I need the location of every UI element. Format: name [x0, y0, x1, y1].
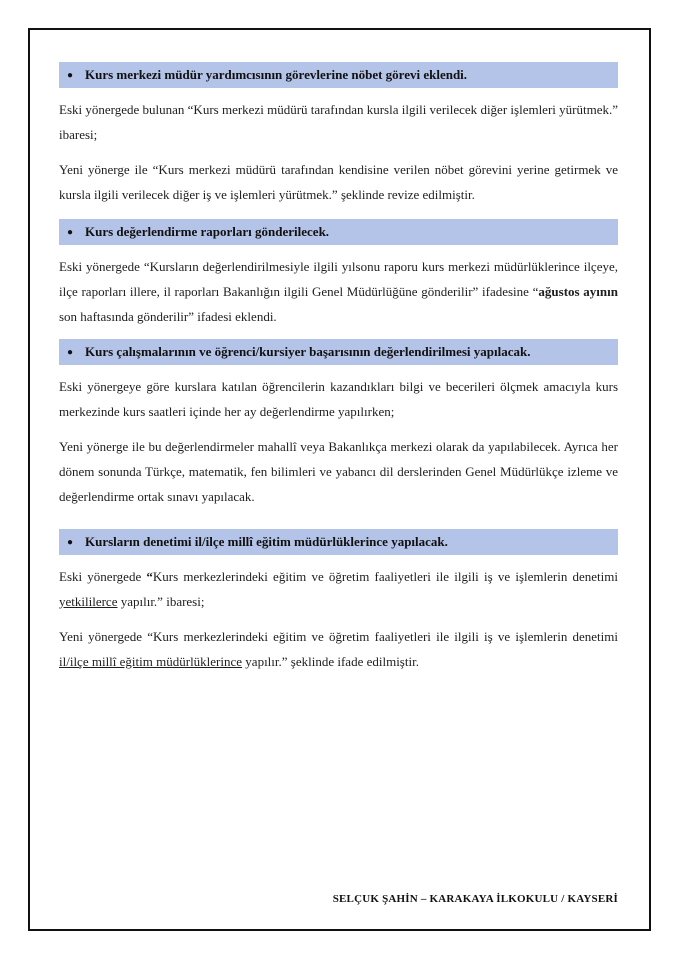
- section-heading: [59, 339, 618, 365]
- section-heading: [59, 219, 618, 245]
- bold-quote: “: [146, 569, 153, 584]
- bold-text: ağustos ayının: [538, 284, 618, 299]
- paragraph: Eski yönergeye göre kurslara katılan öğrencilerin kazandıkları bilgi ve becerileri ölçmek amacıyla kurs merkezinde kurs saatleri içinde her ay değerlendirme yapılırken;: [59, 379, 618, 419]
- section-heading-text: Kursların denetimi il/ilçe millî eğitim müdürlüklerince yapılacak.: [85, 534, 448, 549]
- paragraph-text: Kurs merkezlerindeki eğitim ve öğretim faaliyetleri ile ilgili iş ve işlemlerin denetimi: [152, 569, 618, 584]
- paragraph: [59, 624, 618, 674]
- paragraph: [59, 564, 618, 614]
- section-heading-text: Kurs çalışmalarının ve öğrenci/kursiyer başarısının değerlendirilmesi yapılacak.: [85, 344, 531, 359]
- paragraph-text: yapılır.” şeklinde ifade edilmiştir.: [242, 654, 419, 669]
- footer-signature: SELÇUK ŞAHİN – KARAKAYA İLKOKULU / KAYSERİ: [332, 893, 618, 905]
- paragraph: [59, 254, 618, 329]
- section-heading: [59, 529, 618, 555]
- section-heading: [59, 62, 618, 88]
- bullet-icon: ●: [66, 536, 74, 548]
- paragraph-text: Eski yönergede: [59, 569, 147, 584]
- paragraph: Eski yönergede bulunan “Kurs merkezi müdürü tarafından kursla ilgili verilecek diğer işlemleri yürütmek.” ibaresi;: [59, 102, 618, 142]
- section-heading-text: Kurs merkezi müdür yardımcısının görevlerine nöbet görevi eklendi.: [85, 67, 468, 82]
- paragraph-text: yapılır.” ibaresi;: [117, 594, 205, 609]
- paragraph-text: Eski yönergede “Kursların değerlendirilmesiyle ilgili yılsonu raporu kurs merkezi müdürlüklerince ilçeye, ilçe raporları illere, il raporları Bakanlığın ilgili Genel Müdürlüğüne gönderilir” ifadesine “: [59, 259, 618, 299]
- bullet-icon: ●: [66, 346, 74, 358]
- paragraph-text: son haftasında gönderilir” ifadesi eklendi.: [59, 309, 277, 324]
- section-heading-text: Kurs değerlendirme raporları gönderilecek.: [85, 224, 330, 239]
- document-body: [59, 62, 618, 674]
- underlined-text: il/ilçe millî eğitim müdürlüklerince: [59, 654, 243, 669]
- bullet-icon: ●: [66, 69, 74, 81]
- bullet-icon: ●: [66, 226, 74, 238]
- paragraph-text: Yeni yönergede “Kurs merkezlerindeki eğitim ve öğretim faaliyetleri ile ilgili iş ve işlemlerin denetimi: [59, 629, 618, 644]
- paragraph: Yeni yönerge ile bu değerlendirmeler mahallî veya Bakanlıkça merkezi olarak da yapılabilecek. Ayrıca her dönem sonunda Türkçe, matematik, fen bilimleri ve yabancı dil derslerinden Genel Müdürlükçe izleme ve değerlendirme ortak sınavı yapılacak.: [59, 439, 618, 504]
- paragraph: Yeni yönerge ile “Kurs merkezi müdürü tarafından kendisine verilen nöbet görevini yerine getirmek ve kursla ilgili verilecek diğer iş ve işlemleri yürütmek.” şeklinde revize edilmiştir.: [59, 162, 618, 202]
- underlined-text: yetkililerce: [59, 594, 118, 609]
